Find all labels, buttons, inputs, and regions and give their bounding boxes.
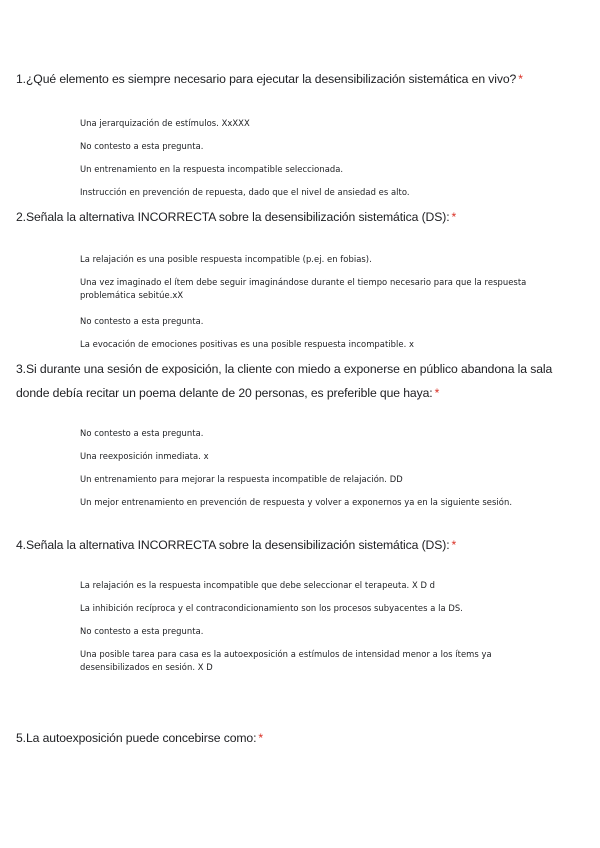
question-1-option-4[interactable]: Instrucción en prevención de repuesta, dado que el nivel de ansiedad es alto. xyxy=(80,187,410,197)
question-4-option-2[interactable]: La inhibición recíproca y el contracondicionamiento son los procesos subyacentes a la DS. xyxy=(80,603,463,613)
required-asterisk: * xyxy=(434,386,440,400)
question-3-option-2[interactable]: Una reexposición inmediata. x xyxy=(80,451,209,461)
question-2-title: 2.Señala la alternativa INCORRECTA sobre la desensibilización sistemática (DS): * xyxy=(16,210,457,224)
question-3-option-3[interactable]: Un entrenamiento para mejorar la respuesta incompatible de relajación. DD xyxy=(80,474,403,484)
question-1-title: 1.¿Qué elemento es siempre necesario para ejecutar la desensibilización sistemática en vivo? * xyxy=(16,72,523,86)
required-asterisk: * xyxy=(451,210,457,224)
question-4-option-1[interactable]: La relajación es la respuesta incompatible que debe seleccionar el terapeuta. X D d xyxy=(80,580,436,590)
question-3-option-4[interactable]: Un mejor entrenamiento en prevención de respuesta y volver a exponernos ya en la siguiente sesión. xyxy=(80,497,513,507)
question-2-option-2[interactable]: Una vez imaginado el ítem debe seguir imaginándose durante el tiempo necesario para que la respuesta problemática sebitúe.xX xyxy=(80,277,527,300)
question-4-option-4[interactable]: Una posible tarea para casa es la autoexposición a estímulos de intensidad menor a los ítems ya desensibilizados en sesión. X D xyxy=(80,649,492,672)
question-2-option-4[interactable]: La evocación de emociones positivas es una posible respuesta incompatible. x xyxy=(80,339,415,349)
question-5-title: 5.La autoexposición puede concebirse como: * xyxy=(16,731,264,745)
required-asterisk: * xyxy=(258,731,264,745)
question-1-option-2[interactable]: No contesto a esta pregunta. xyxy=(80,141,204,151)
question-4-option-3[interactable]: No contesto a esta pregunta. xyxy=(80,626,204,636)
question-2-option-1[interactable]: La relajación es una posible respuesta incompatible (p.ej. en fobias). xyxy=(80,254,372,264)
question-1-option-1[interactable]: Una jerarquización de estímulos. XxXXX xyxy=(80,118,250,128)
question-2-option-3[interactable]: No contesto a esta pregunta. xyxy=(80,316,204,326)
question-1-option-3[interactable]: Un entrenamiento en la respuesta incompatible seleccionada. xyxy=(80,164,344,174)
question-3-title: 3.Si durante una sesión de exposición, la cliente con miedo a exponerse en público abandona la sala donde debía recitar un poema delante de 20 personas, es preferible que haya: * xyxy=(16,362,553,400)
required-asterisk: * xyxy=(451,538,457,552)
question-4-title: 4.Señala la alternativa INCORRECTA sobre la desensibilización sistemática (DS): * xyxy=(16,538,457,552)
question-3-option-1[interactable]: No contesto a esta pregunta. xyxy=(80,428,204,438)
required-asterisk: * xyxy=(518,72,523,86)
